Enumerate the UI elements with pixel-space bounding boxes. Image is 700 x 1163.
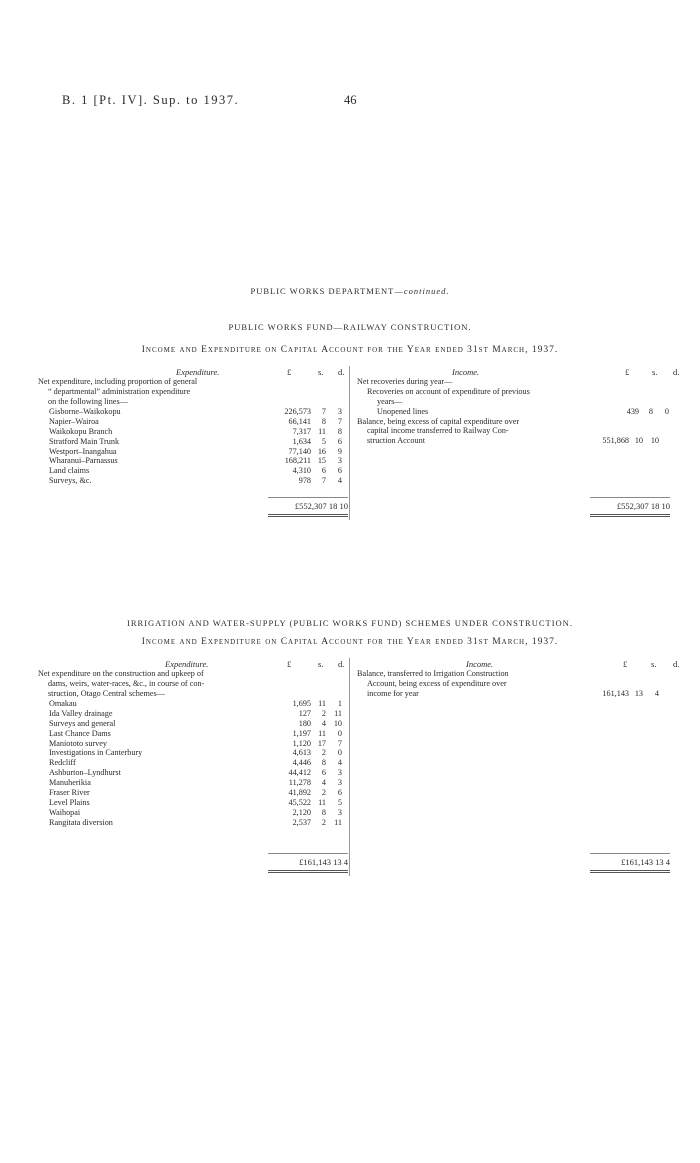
amount-pence: 11 [334,708,342,718]
income-line-text: income for year [367,688,419,698]
expenditure-intro-line: on the following lines— [48,396,128,406]
amount-shillings: 7 [321,407,326,416]
line-item-name: Level Plains [49,797,90,807]
line-item-row [49,476,349,486]
page-number: 46 [344,93,357,107]
double-rule [590,516,670,517]
amount-pence: 6 [337,436,342,446]
amount-pence: 3 [337,807,342,817]
double-rule [590,872,670,873]
amount-pence: 6 [337,788,342,798]
line-item-row [49,798,349,808]
line-item-row [49,758,349,768]
amount-pounds: 77,140 [288,446,311,456]
line-item-name: Maniototo survey [49,738,107,748]
amount-pence: 0 [664,406,669,416]
amount-shillings: 2 [321,788,326,798]
amount-pence: 3 [337,768,342,778]
amount-pounds: 1,695 [292,699,311,708]
double-rule [268,870,348,871]
amount-shillings: 6 [321,768,326,778]
amount-shillings: 8 [648,406,653,416]
income-section [357,669,687,699]
double-rule [268,872,348,873]
amount-pounds: 11,278 [288,778,311,788]
line-item-name: Waihopai [49,807,81,817]
amount-pence: 9 [337,446,342,456]
double-rule [590,870,670,871]
amount-shillings: 11 [318,728,326,738]
amount-pounds: 1,120 [292,738,311,748]
expenditure-list [49,407,349,486]
amount-pounds: 1,197 [292,728,311,738]
amount-shillings: 10 [634,436,643,446]
income-line: capital income transferred to Railway Con- [367,426,509,436]
amount-pounds: 978 [298,476,311,486]
pounds-column-header: £ [287,659,292,669]
expenditure-section [38,377,348,407]
amount-pence: 0 [337,728,342,738]
amount-pence: 3 [337,778,342,788]
double-rule [590,514,670,515]
pence-column-header: d. [338,659,345,669]
account-title: Income and Expenditure on Capital Account for the Year ended 31st March, 1937. [141,637,559,647]
account-title: Income and Expenditure on Capital Account for the Year ended 31st March, 1937. [141,345,559,355]
income-line [357,436,687,446]
amount-pounds: 66,141 [288,416,311,426]
pence-column-header: d. [673,659,680,669]
expenditure-intro-line: “ departmental” administration expenditure [48,386,191,396]
amount-pence: 7 [337,738,342,748]
income-total: £161,143 13 4 [621,857,670,867]
amount-shillings: 13 [634,688,643,698]
department-name: PUBLIC WORKS DEPARTMENT— [250,286,404,296]
amount-shillings: 16 [317,446,326,456]
shillings-column-header: s. [651,659,657,669]
amount-shillings: 8 [321,807,326,817]
column-divider [349,658,350,876]
amount-shillings: 11 [318,797,326,807]
amount-pounds: 1,634 [292,436,311,446]
amount-pence: 1 [337,699,342,708]
amount-shillings: 17 [317,738,326,748]
amount-pence: 3 [337,456,342,466]
amount-pence: 4 [337,476,342,486]
amount-shillings: 7 [321,476,326,486]
total-rule [590,853,670,854]
line-item-name: Gisborne–Waikokopu [49,407,121,416]
line-item-row [49,699,349,709]
line-item-row [49,437,349,447]
continued-label: continued. [403,286,450,296]
expenditure-intro-line: struction, Otago Central schemes— [48,688,165,698]
amount-pence: 0 [337,748,342,758]
amount-pounds: 2,120 [292,807,311,817]
line-item-row [49,739,349,749]
amount-pounds: 44,412 [288,768,311,778]
amount-pounds: 4,446 [292,758,311,768]
amount-pence: 3 [337,407,342,416]
line-item-name: Waikokopu Branch [49,426,113,436]
line-item-row [49,768,349,778]
expenditure-heading: Expenditure. [176,367,220,377]
amount-shillings: 2 [321,708,326,718]
amount-pounds: 161,143 [602,688,629,698]
line-item-name: Fraser River [49,788,90,798]
line-item-name: Ashburton–Lyndhurst [49,768,121,778]
line-item-row [49,788,349,798]
pounds-column-header: £ [625,367,630,377]
income-line: Account, being excess of expenditure over [367,678,507,688]
amount-pence: 4 [654,688,659,698]
income-line-text: struction Account [367,436,425,446]
total-rule [268,497,348,498]
line-item-name: Stratford Main Trunk [49,436,120,446]
amount-pence: 6 [337,466,342,476]
line-item-row [49,417,349,427]
line-item-row [49,466,349,476]
line-item-row [49,427,349,437]
income-line: Balance, being excess of capital expenditure over [357,416,520,426]
pence-column-header: d. [673,367,680,377]
amount-pounds: 2,537 [292,817,311,827]
amount-pence: 5 [337,797,342,807]
pounds-column-header: £ [287,367,292,377]
amount-shillings: 2 [321,748,326,758]
expenditure-section [38,669,348,699]
line-item-name: Last Chance Dams [49,728,111,738]
line-item-row [49,447,349,457]
line-item-row [49,729,349,739]
income-line: Net recoveries during year— [357,377,453,386]
line-item-row [49,709,349,719]
amount-pence: 10 [333,718,342,728]
amount-pounds: 180 [298,718,311,728]
line-item-row [49,407,349,417]
line-item-name: Redcliff [49,758,76,768]
amount-pence: 11 [334,817,342,827]
expenditure-intro-line: Net expenditure on the construction and upkeep of [38,669,204,678]
amount-pounds: 7,317 [292,426,311,436]
income-line [357,407,687,417]
document-reference: B. 1 [Pt. IV]. Sup. to 1937. [62,93,240,107]
income-line: Balance, transferred to Irrigation Construction [357,669,509,678]
amount-shillings: 8 [321,416,326,426]
irrigation-title: IRRIGATION AND WATER-SUPPLY (PUBLIC WORKS FUND) SCHEMES UNDER CONSTRUCTION. [127,618,573,628]
amount-pounds: 45,522 [288,797,311,807]
fund-title: PUBLIC WORKS FUND—RAILWAY CONSTRUCTION. [228,322,472,332]
amount-shillings: 11 [318,426,326,436]
income-line [357,689,687,699]
income-heading: Income. [466,659,494,669]
line-item-row [49,818,349,828]
expenditure-intro-line: Net expenditure, including proportion of general [38,377,198,386]
line-item-row [49,719,349,729]
amount-pounds: 168,211 [284,456,311,466]
line-item-name: Omakau [49,699,77,708]
total-rule [268,853,348,854]
amount-pence: 8 [337,426,342,436]
income-heading: Income. [452,367,480,377]
line-item-name: Westport–Inangahua [49,446,117,456]
amount-shillings: 4 [321,778,326,788]
amount-pence: 7 [337,416,342,426]
income-line-text: Unopened lines [377,406,429,416]
line-item-name: Land claims [49,466,90,476]
amount-shillings: 4 [321,718,326,728]
line-item-name: Surveys, &c. [49,476,92,486]
shillings-column-header: s. [652,367,658,377]
column-divider [349,366,350,520]
amount-pounds: 4,613 [292,748,311,758]
expenditure-intro-line: dams, weirs, water-races, &c., in course of con- [48,678,205,688]
expenditure-total: £161,143 13 4 [299,857,348,867]
line-item-name: Ida Valley drainage [49,708,113,718]
expenditure-heading: Expenditure. [165,659,209,669]
amount-shillings: 8 [321,758,326,768]
amount-pence: 10 [650,436,659,446]
income-line: years— [377,396,403,406]
amount-shillings: 5 [321,436,326,446]
amount-pounds: 226,573 [284,407,311,416]
amount-pounds: 127 [298,708,311,718]
income-section [357,377,687,446]
line-item-name: Rangitata diversion [49,817,113,827]
department-heading [0,286,700,296]
expenditure-list [49,699,349,828]
double-rule [268,516,348,517]
amount-shillings: 11 [318,699,326,708]
amount-pounds: 41,892 [288,788,311,798]
line-item-name: Surveys and general [49,718,116,728]
amount-shillings: 6 [321,466,326,476]
expenditure-total: £552,307 18 10 [294,501,348,511]
amount-pounds: 439 [626,406,639,416]
line-item-row [49,778,349,788]
amount-pounds: 4,310 [292,466,311,476]
shillings-column-header: s. [318,367,324,377]
line-item-row [49,748,349,758]
amount-shillings: 2 [321,817,326,827]
income-total: £552,307 18 10 [616,501,670,511]
line-item-name: Investigations in Canterbury [49,748,143,758]
pounds-column-header: £ [623,659,628,669]
double-rule [268,514,348,515]
line-item-name: Manuherikia [49,778,91,788]
amount-shillings: 15 [317,456,326,466]
amount-pence: 4 [337,758,342,768]
income-line: Recoveries on account of expenditure of previous [367,386,530,396]
shillings-column-header: s. [318,659,324,669]
total-rule [590,497,670,498]
line-item-name: Napier–Wairoa [49,416,99,426]
amount-pounds: 551,868 [602,436,629,446]
line-item-row [49,456,349,466]
line-item-row [49,808,349,818]
line-item-name: Wharanui–Parnassus [49,456,118,466]
pence-column-header: d. [338,367,345,377]
